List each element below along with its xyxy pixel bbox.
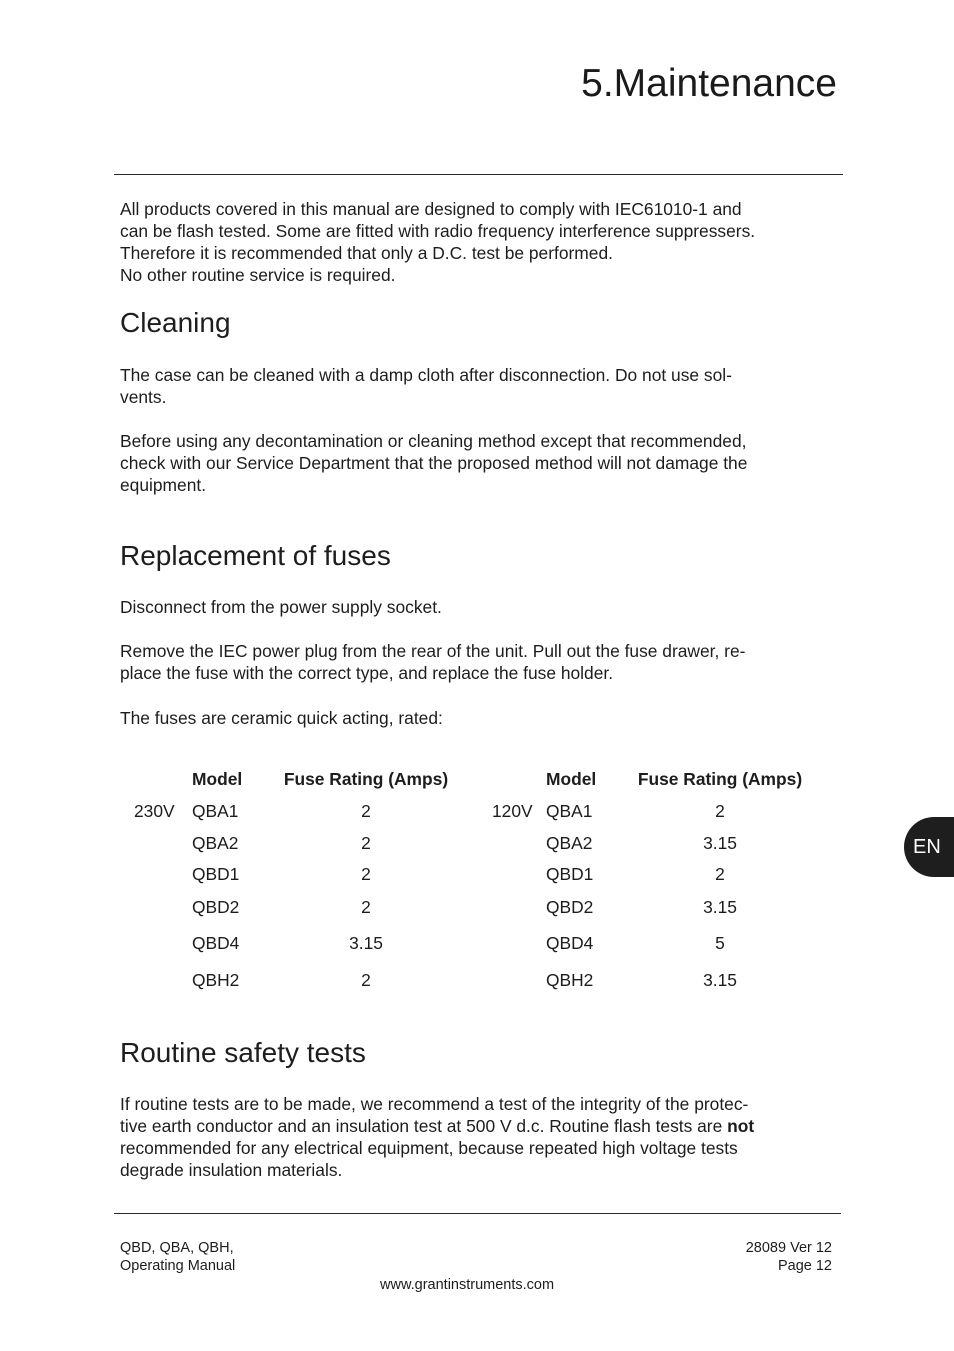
cleaning-paragraph-2 (120, 430, 840, 496)
table-cell-model: QBD1 (546, 864, 594, 884)
header-divider (114, 174, 843, 175)
fuses-paragraph-2 (120, 640, 840, 684)
cleaning-line: equipment. (120, 475, 207, 495)
fuses-line: place the fuse with the correct type, and replace the fuse holder. (120, 663, 614, 683)
cleaning-line: check with our Service Department that the proposed method will not damage the (120, 453, 748, 473)
table-cell-model: QBA2 (546, 833, 593, 853)
intro-line: can be flash tested. Some are fitted with radio frequency interference suppressers. (120, 221, 756, 241)
table-cell-rating: 2 (361, 970, 371, 990)
table-cell-model: QBA2 (192, 833, 239, 853)
table-cell-rating: 2 (715, 864, 725, 884)
fuses-paragraph-3 (120, 707, 840, 729)
table-header-rating: Fuse Rating (Amps) (283, 769, 449, 789)
table-cell-rating: 3.15 (703, 897, 737, 917)
table-cell-rating: 3.15 (703, 833, 737, 853)
footer-models: QBD, QBA, QBH, (120, 1240, 234, 1256)
safety-line: recommended for any electrical equipment, because repeated high voltage tests (120, 1138, 738, 1158)
table-cell-model: QBD2 (546, 897, 594, 917)
intro-line: No other routine service is required. (120, 265, 396, 285)
table-cell-rating: 2 (361, 864, 371, 884)
intro-line: All products covered in this manual are designed to comply with IEC61010-1 and (120, 199, 742, 219)
fuses-line: The fuses are ceramic quick acting, rated: (120, 708, 443, 728)
table-cell-rating: 3.15 (703, 970, 737, 990)
footer-divider (114, 1213, 841, 1214)
fuses-paragraph-1 (120, 596, 840, 618)
table-cell-model: QBD4 (546, 933, 594, 953)
cleaning-line: vents. (120, 387, 167, 407)
safety-emphasis: not (727, 1116, 755, 1136)
table-cell-rating: 2 (361, 801, 371, 821)
table-cell-rating: 2 (715, 801, 725, 821)
table-cell-model: QBA1 (546, 801, 593, 821)
table-cell-model: QBD4 (192, 933, 240, 953)
table-cell-model: QBA1 (192, 801, 239, 821)
table-header-rating: Fuse Rating (Amps) (637, 769, 803, 789)
table-cell-rating: 2 (361, 833, 371, 853)
cleaning-paragraph-1 (120, 364, 840, 408)
intro-paragraph (120, 198, 840, 286)
safety-line: If routine tests are to be made, we recommend a test of the integrity of the protec- (120, 1094, 749, 1114)
safety-paragraph (120, 1093, 850, 1181)
voltage-label-120v: 120V (492, 801, 533, 821)
safety-line: degrade insulation materials. (120, 1160, 343, 1180)
fuses-heading: Replacement of fuses (120, 540, 391, 571)
table-cell-rating: 3.15 (349, 933, 383, 953)
voltage-label-230v: 230V (134, 801, 175, 821)
footer-page-number: Page 12 (777, 1258, 832, 1274)
table-header-model: Model (546, 769, 597, 789)
table-cell-rating: 2 (361, 897, 371, 917)
table-cell-model: QBD1 (192, 864, 240, 884)
footer-website: www.grantinstruments.com (380, 1277, 555, 1293)
page-title: 5.Maintenance (581, 62, 837, 105)
table-cell-model: QBD2 (192, 897, 240, 917)
language-tab: EN (904, 817, 954, 877)
fuses-line: Remove the IEC power plug from the rear of the unit. Pull out the fuse drawer, re- (120, 641, 746, 661)
cleaning-line: The case can be cleaned with a damp cloth after disconnection. Do not use sol- (120, 365, 732, 385)
table-cell-model: QBH2 (546, 970, 594, 990)
table-header-model: Model (192, 769, 243, 789)
table-cell-model: QBH2 (192, 970, 240, 990)
fuses-line: Disconnect from the power supply socket. (120, 597, 442, 617)
footer-doc-type: Operating Manual (120, 1258, 236, 1274)
cleaning-line: Before using any decontamination or cleaning method except that recommended, (120, 431, 747, 451)
cleaning-heading: Cleaning (120, 307, 231, 338)
intro-line: Therefore it is recommended that only a D.C. test be performed. (120, 243, 613, 263)
safety-line (120, 1115, 850, 1137)
safety-line-text: tive earth conductor and an insulation test at 500 V d.c. Routine flash tests are (120, 1116, 728, 1136)
table-cell-rating: 5 (715, 933, 725, 953)
safety-heading: Routine safety tests (120, 1037, 366, 1068)
footer-version: 28089 Ver 12 (745, 1240, 832, 1256)
